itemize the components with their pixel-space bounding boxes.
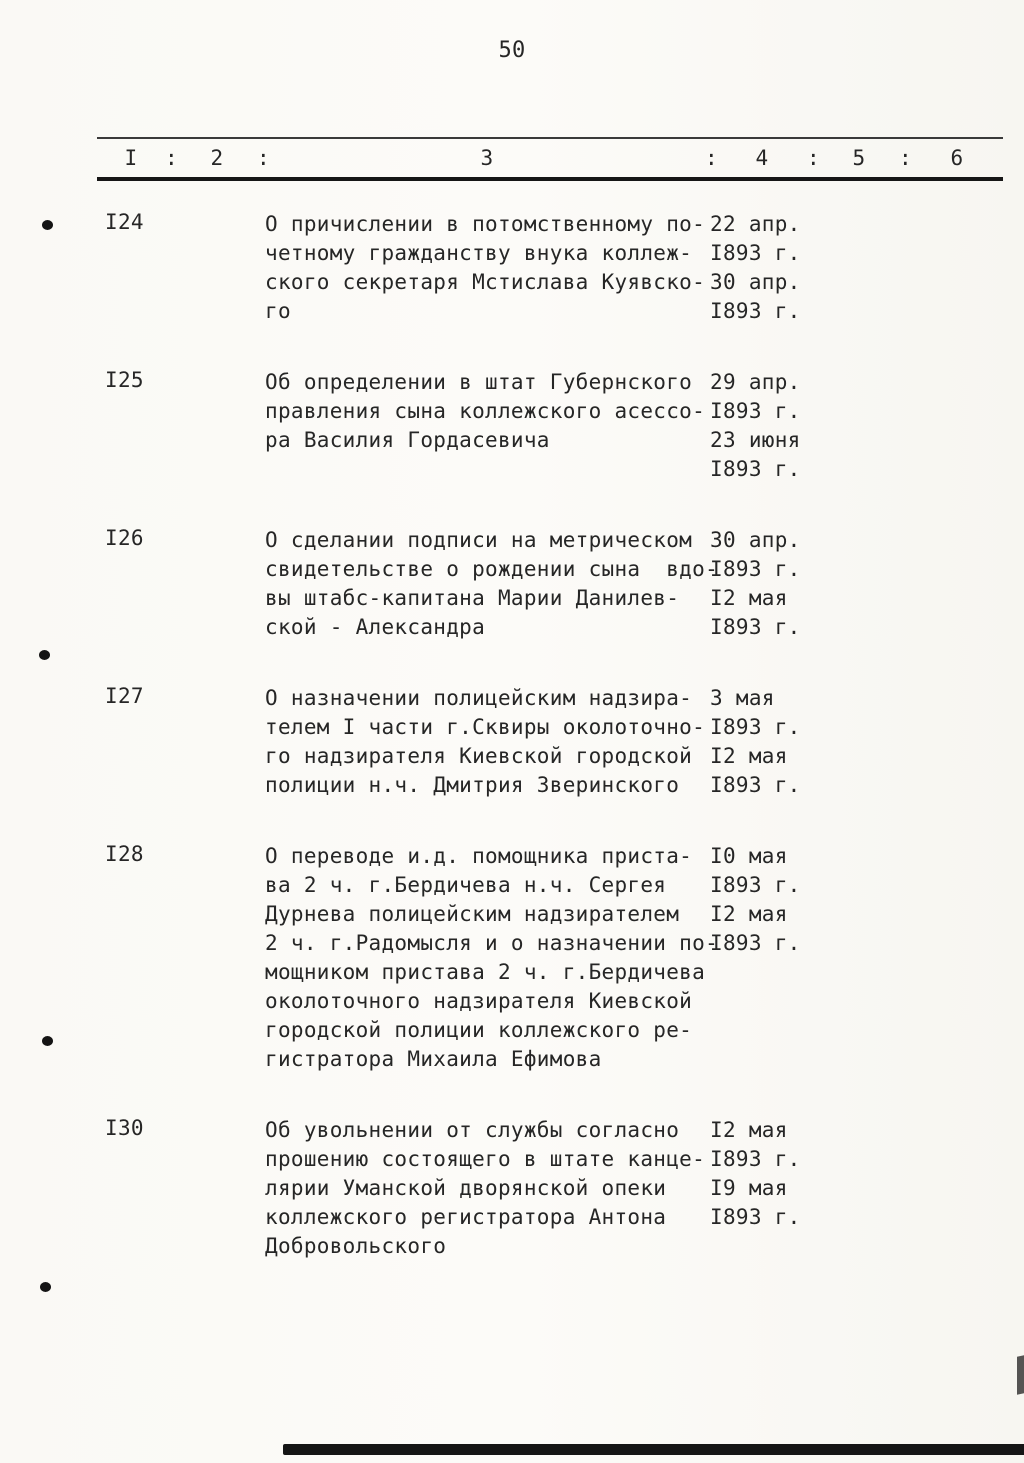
description-line: 2 ч. г.Радомысля и о назначении по- xyxy=(265,931,719,955)
date-line: I893 г. xyxy=(710,1147,801,1171)
table-row xyxy=(0,368,1024,484)
date-line: I893 г. xyxy=(710,1205,801,1229)
date-line: I893 г. xyxy=(710,399,801,423)
description-line: четному гражданству внука коллеж- xyxy=(265,241,693,265)
entry-dates xyxy=(710,368,970,484)
date-line: I893 г. xyxy=(710,457,801,481)
description-line: О сделании подписи на метрическом xyxy=(265,528,693,552)
entry-description xyxy=(265,1116,710,1261)
entry-dates xyxy=(710,842,970,958)
margin-hole-mark xyxy=(42,220,53,230)
date-line: I893 г. xyxy=(710,715,801,739)
date-line: I2 мая xyxy=(710,1118,788,1142)
column-header-5: 5 xyxy=(852,146,866,170)
column-separator: : xyxy=(257,146,270,170)
date-line: I893 г. xyxy=(710,299,801,323)
entry-number: I27 xyxy=(105,684,144,708)
date-line: I893 г. xyxy=(710,615,801,639)
margin-hole-mark xyxy=(42,1036,53,1046)
entry-dates xyxy=(710,210,970,326)
column-separator: : xyxy=(705,146,718,170)
description-line: телем I части г.Сквиры околоточно- xyxy=(265,715,706,739)
table-row xyxy=(0,526,1024,642)
entry-description xyxy=(265,684,710,800)
description-line: городской полиции коллежского ре- xyxy=(265,1018,693,1042)
margin-hole-mark xyxy=(39,650,50,660)
page-number: 50 xyxy=(498,38,526,63)
entry-description xyxy=(265,210,710,326)
description-line: коллежского регистратора Антона xyxy=(265,1205,667,1229)
table-header xyxy=(97,137,1003,181)
date-line: I893 г. xyxy=(710,557,801,581)
margin-hole-mark xyxy=(40,1282,51,1292)
column-header-6: 6 xyxy=(950,146,964,170)
date-line: I893 г. xyxy=(710,873,801,897)
description-line: О переводе и.д. помощника приста- xyxy=(265,844,693,868)
entry-number: I30 xyxy=(105,1116,144,1140)
date-line: I2 мая xyxy=(710,744,788,768)
date-line: I2 мая xyxy=(710,902,788,926)
column-separator: : xyxy=(165,146,178,170)
description-line: Об увольнении от службы согласно xyxy=(265,1118,680,1142)
description-line: ского секретаря Мстислава Куявско- xyxy=(265,270,706,294)
description-line: Добровольского xyxy=(265,1234,447,1258)
column-header-4: 4 xyxy=(755,146,769,170)
date-line: I9 мая xyxy=(710,1176,788,1200)
entry-number: I28 xyxy=(105,842,144,866)
description-line: ва 2 ч. г.Бердичева н.ч. Сергея xyxy=(265,873,667,897)
description-line: мощником пристава 2 ч. г.Бердичева xyxy=(265,960,706,984)
entry-description xyxy=(265,842,719,1074)
description-line: лярии Уманской дворянской опеки xyxy=(265,1176,667,1200)
entry-dates xyxy=(710,526,970,642)
description-line: го надзирателя Киевской городской xyxy=(265,744,693,768)
entry-dates xyxy=(710,1116,970,1232)
entry-dates xyxy=(710,684,970,800)
column-header-1: I xyxy=(124,146,138,170)
entries xyxy=(0,210,1024,1303)
description-line: полиции н.ч. Дмитрия Зверинского xyxy=(265,773,680,797)
date-line: 30 апр. xyxy=(710,270,801,294)
description-line: ской - Александра xyxy=(265,615,486,639)
date-line: I893 г. xyxy=(710,931,801,955)
table-row xyxy=(0,684,1024,800)
date-line: 30 апр. xyxy=(710,528,801,552)
date-line: 29 апр. xyxy=(710,370,801,394)
column-separator: : xyxy=(807,146,820,170)
date-line: 22 апр. xyxy=(710,212,801,236)
entry-number: I24 xyxy=(105,210,144,234)
description-line: гистратора Михаила Ефимова xyxy=(265,1047,602,1071)
description-line: правления сына коллежского асессо- xyxy=(265,399,706,423)
entry-number: I26 xyxy=(105,526,144,550)
description-line: го xyxy=(265,299,291,323)
description-line: свидетельстве о рождении сына вдо- xyxy=(265,557,719,581)
description-line: О причислении в потомственному по- xyxy=(265,212,706,236)
description-line: Дурнева полицейским надзирателем xyxy=(265,902,680,926)
entry-description xyxy=(265,526,719,642)
description-line: ра Василия Гордасевича xyxy=(265,428,550,452)
entry-description xyxy=(265,368,710,455)
date-line: 3 мая xyxy=(710,686,775,710)
description-line: вы штабс-капитана Марии Данилев- xyxy=(265,586,680,610)
date-line: I2 мая xyxy=(710,586,788,610)
column-separator: : xyxy=(899,146,912,170)
scan-edge-mark xyxy=(1017,1355,1024,1394)
date-line: I893 г. xyxy=(710,773,801,797)
description-line: прошению состоящего в штате канце- xyxy=(265,1147,706,1171)
description-line: околоточного надзирателя Киевской xyxy=(265,989,693,1013)
description-line: О назначении полицейским надзира- xyxy=(265,686,693,710)
date-line: I893 г. xyxy=(710,241,801,265)
table-row xyxy=(0,1116,1024,1261)
column-header-3: 3 xyxy=(480,146,494,170)
table-row xyxy=(0,210,1024,326)
entry-number: I25 xyxy=(105,368,144,392)
column-header-2: 2 xyxy=(210,146,224,170)
scan-edge-bar xyxy=(283,1444,1024,1455)
description-line: Об определении в штат Губернского xyxy=(265,370,693,394)
table-row xyxy=(0,842,1024,1074)
date-line: I0 мая xyxy=(710,844,788,868)
date-line: 23 июня xyxy=(710,428,801,452)
